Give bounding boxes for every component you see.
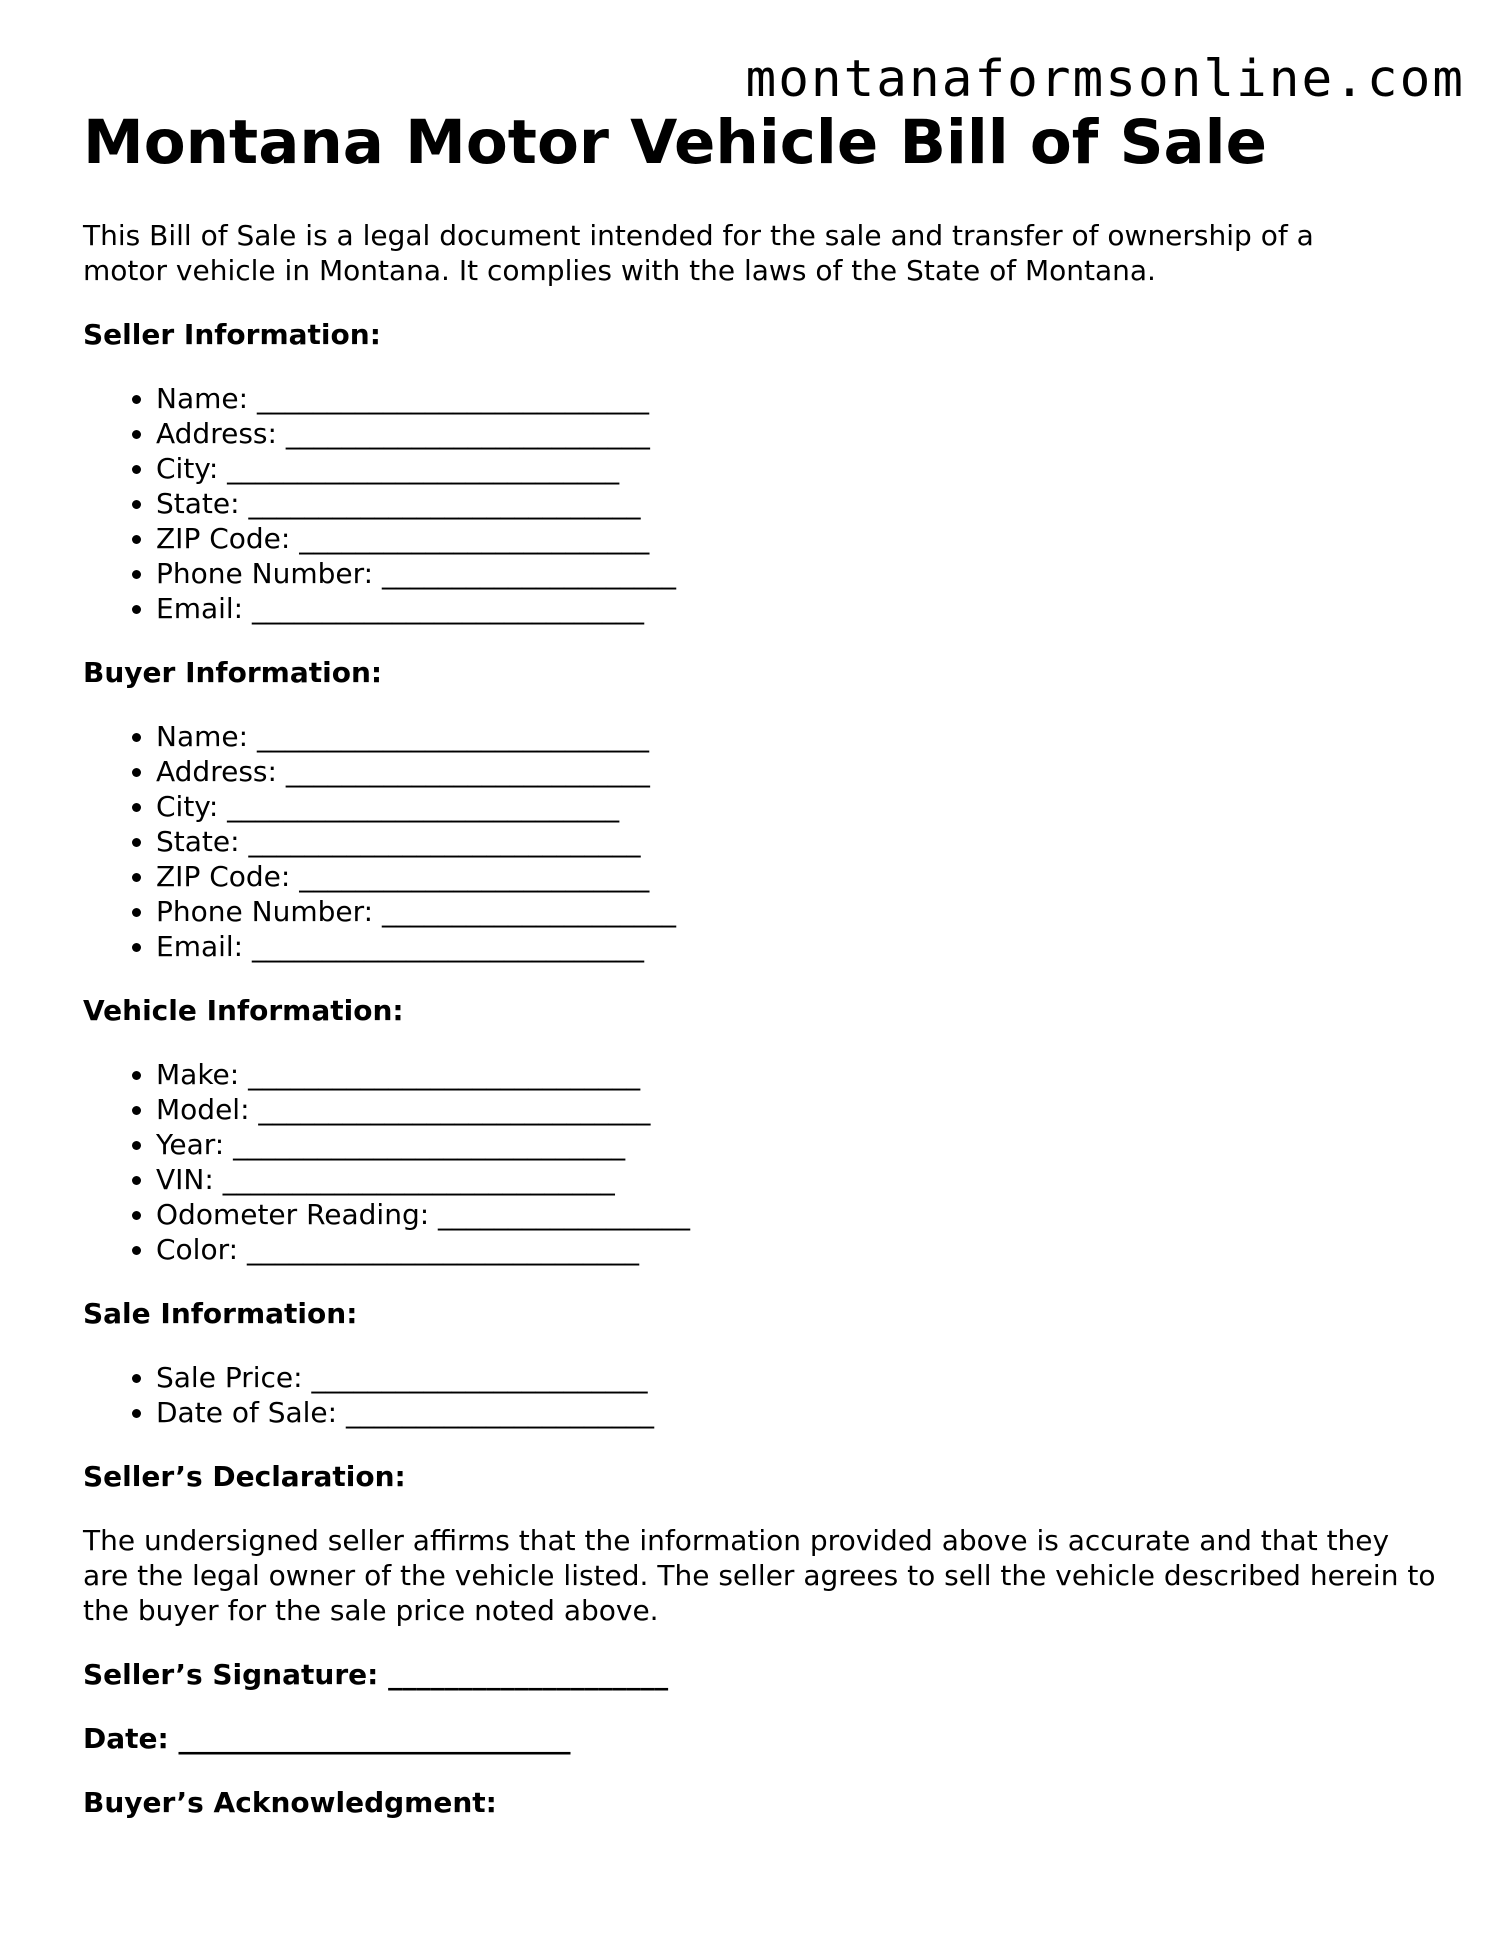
seller-declaration-heading: Seller’s Declaration: (83, 1460, 406, 1493)
vehicle-year-field: • Year: ____________________________ (156, 1127, 1443, 1162)
seller-email-field: • Email: ____________________________ (156, 591, 1443, 626)
seller-phone-field: • Phone Number: _____________________ (156, 556, 1443, 591)
vehicle-color-field: • Color: ____________________________ (156, 1232, 1443, 1267)
vehicle-info-heading: Vehicle Information: (83, 994, 404, 1027)
seller-declaration-text: The undersigned seller affirms that the information provided above is accurate and that they are the legal owner of the vehicle listed. The seller agrees to sell the vehicle described herein to the buyer for the sale price noted above. (83, 1524, 1436, 1627)
vehicle-make-field: • Make: ____________________________ (156, 1057, 1443, 1092)
sale-info-heading: Sale Information: (83, 1297, 358, 1330)
intro-paragraph: This Bill of Sale is a legal document intended for the sale and transfer of ownership of a motor vehicle in Montana. It complies with the laws of the State of Montana. (83, 219, 1314, 287)
document-body (83, 218, 1443, 1849)
buyer-info-heading: Buyer Information: (83, 656, 383, 689)
buyer-city-field: • City: ____________________________ (156, 789, 1443, 824)
buyer-name-field: • Name: ____________________________ (156, 719, 1443, 754)
seller-city-field: • City: ____________________________ (156, 451, 1443, 486)
seller-date-line: Date: ____________________________ (83, 1722, 571, 1755)
buyer-state-field: • State: ____________________________ (156, 824, 1443, 859)
vehicle-model-field: • Model: ____________________________ (156, 1092, 1443, 1127)
seller-zip-field: • ZIP Code: _________________________ (156, 521, 1443, 556)
buyer-info-list (83, 719, 1443, 964)
buyer-address-field: • Address: __________________________ (156, 754, 1443, 789)
sale-date-field: • Date of Sale: ______________________ (156, 1395, 1443, 1430)
seller-state-field: • State: ____________________________ (156, 486, 1443, 521)
buyer-email-field: • Email: ____________________________ (156, 929, 1443, 964)
seller-info-list (83, 381, 1443, 626)
buyer-phone-field: • Phone Number: _____________________ (156, 894, 1443, 929)
seller-name-field: • Name: ____________________________ (156, 381, 1443, 416)
sale-info-list (83, 1360, 1443, 1430)
seller-info-heading: Seller Information: (83, 318, 381, 351)
sale-price-field: • Sale Price: ________________________ (156, 1360, 1443, 1395)
vehicle-info-list (83, 1057, 1443, 1267)
seller-signature-line: Seller’s Signature: ____________________ (83, 1658, 669, 1691)
buyer-zip-field: • ZIP Code: _________________________ (156, 859, 1443, 894)
vehicle-odometer-field: • Odometer Reading: __________________ (156, 1197, 1443, 1232)
vehicle-vin-field: • VIN: ____________________________ (156, 1162, 1443, 1197)
buyer-acknowledgment-heading: Buyer’s Acknowledgment: (83, 1786, 497, 1819)
site-watermark: montanaformsonline.com (745, 50, 1465, 109)
seller-address-field: • Address: __________________________ (156, 416, 1443, 451)
page-title: Montana Motor Vehicle Bill of Sale (83, 107, 1267, 178)
